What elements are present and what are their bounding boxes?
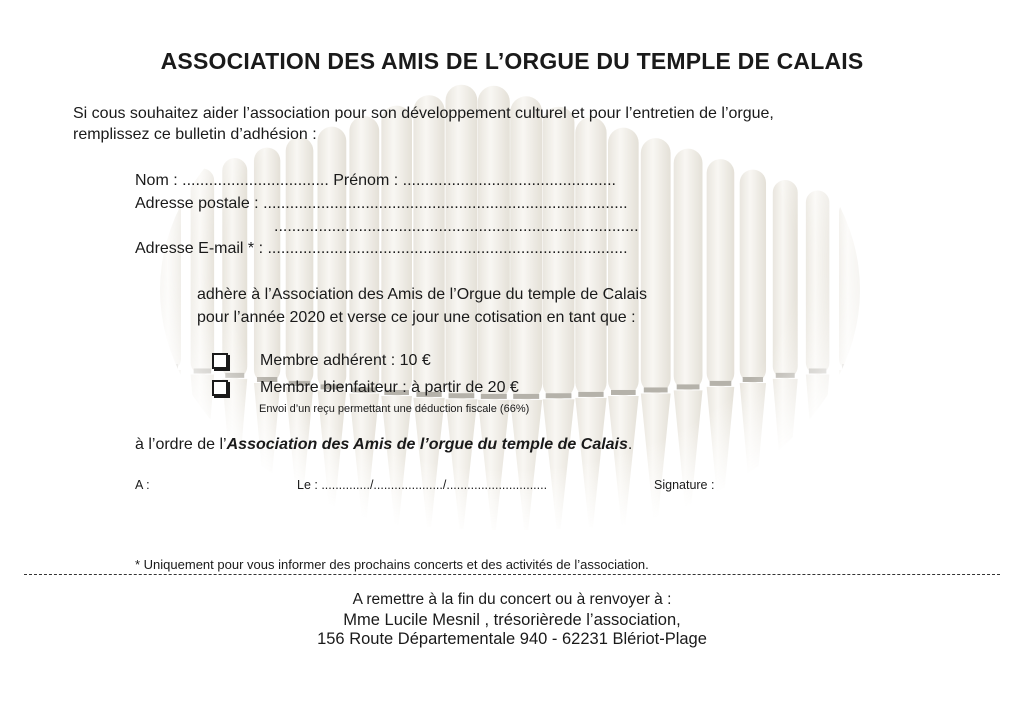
order-prefix: à l’ordre de l’ <box>135 436 227 453</box>
membership-statement <box>197 283 647 329</box>
footnote: * Uniquement pour vous informer des prochains concerts et des activités de l’association. <box>135 557 649 572</box>
membership-line-2: pour l’année 2020 et verse ce jour une cotisation en tant que : <box>197 309 636 326</box>
return-recipient: Mme Lucile Mesnil , trésorièrede l’association, <box>343 611 681 629</box>
return-address: 156 Route Départementale 940 - 62231 Blériot-Plage <box>317 630 707 648</box>
address-field[interactable]: Adresse postale : .................................................................................. <box>135 195 628 212</box>
order-association-name: Association des Amis de l’orgue du temple de Calais <box>226 436 628 453</box>
order-suffix: . <box>627 436 633 453</box>
option-member-label: Membre adhérent : 10 € <box>260 352 431 369</box>
option-benefactor-label: Membre bienfaiteur : à partir de 20 € <box>260 379 519 396</box>
page-title: ASSOCIATION DES AMIS DE L’ORGUE DU TEMPLE DE CALAIS <box>160 48 864 74</box>
place-field[interactable]: A : <box>135 478 150 492</box>
payment-order <box>135 436 632 454</box>
checkbox-benefactor[interactable] <box>212 380 228 396</box>
option-benefactor[interactable] <box>212 379 519 397</box>
email-field[interactable]: Adresse E-mail * : ................................................................................. <box>135 240 628 257</box>
return-instructions: A remettre à la fin du concert ou à renvoyer à : <box>352 591 672 608</box>
membership-line-1: adhère à l’Association des Amis de l’Orgue du temple de Calais <box>197 286 648 303</box>
tax-receipt-note: Envoi d’un reçu permettant une déduction fiscale (66%) <box>259 403 530 415</box>
intro-line-1: Si cous souhaitez aider l’association pour son développement culturel et pour l’entretien de l’orgue, <box>73 105 774 122</box>
intro-text <box>73 103 873 145</box>
cut-line-divider <box>24 574 1000 575</box>
signature-field[interactable]: Signature : <box>654 478 715 492</box>
option-member[interactable] <box>212 352 431 370</box>
checkbox-member[interactable] <box>212 353 228 369</box>
name-field[interactable]: Nom : ................................. Prénom : ................................................ <box>135 172 616 189</box>
intro-line-2: remplissez ce bulletin d’adhésion : <box>73 126 317 143</box>
date-field[interactable]: Le : ............../..................../............................. <box>297 478 548 492</box>
address-field-line-2[interactable]: .................................................................................. <box>274 218 639 235</box>
